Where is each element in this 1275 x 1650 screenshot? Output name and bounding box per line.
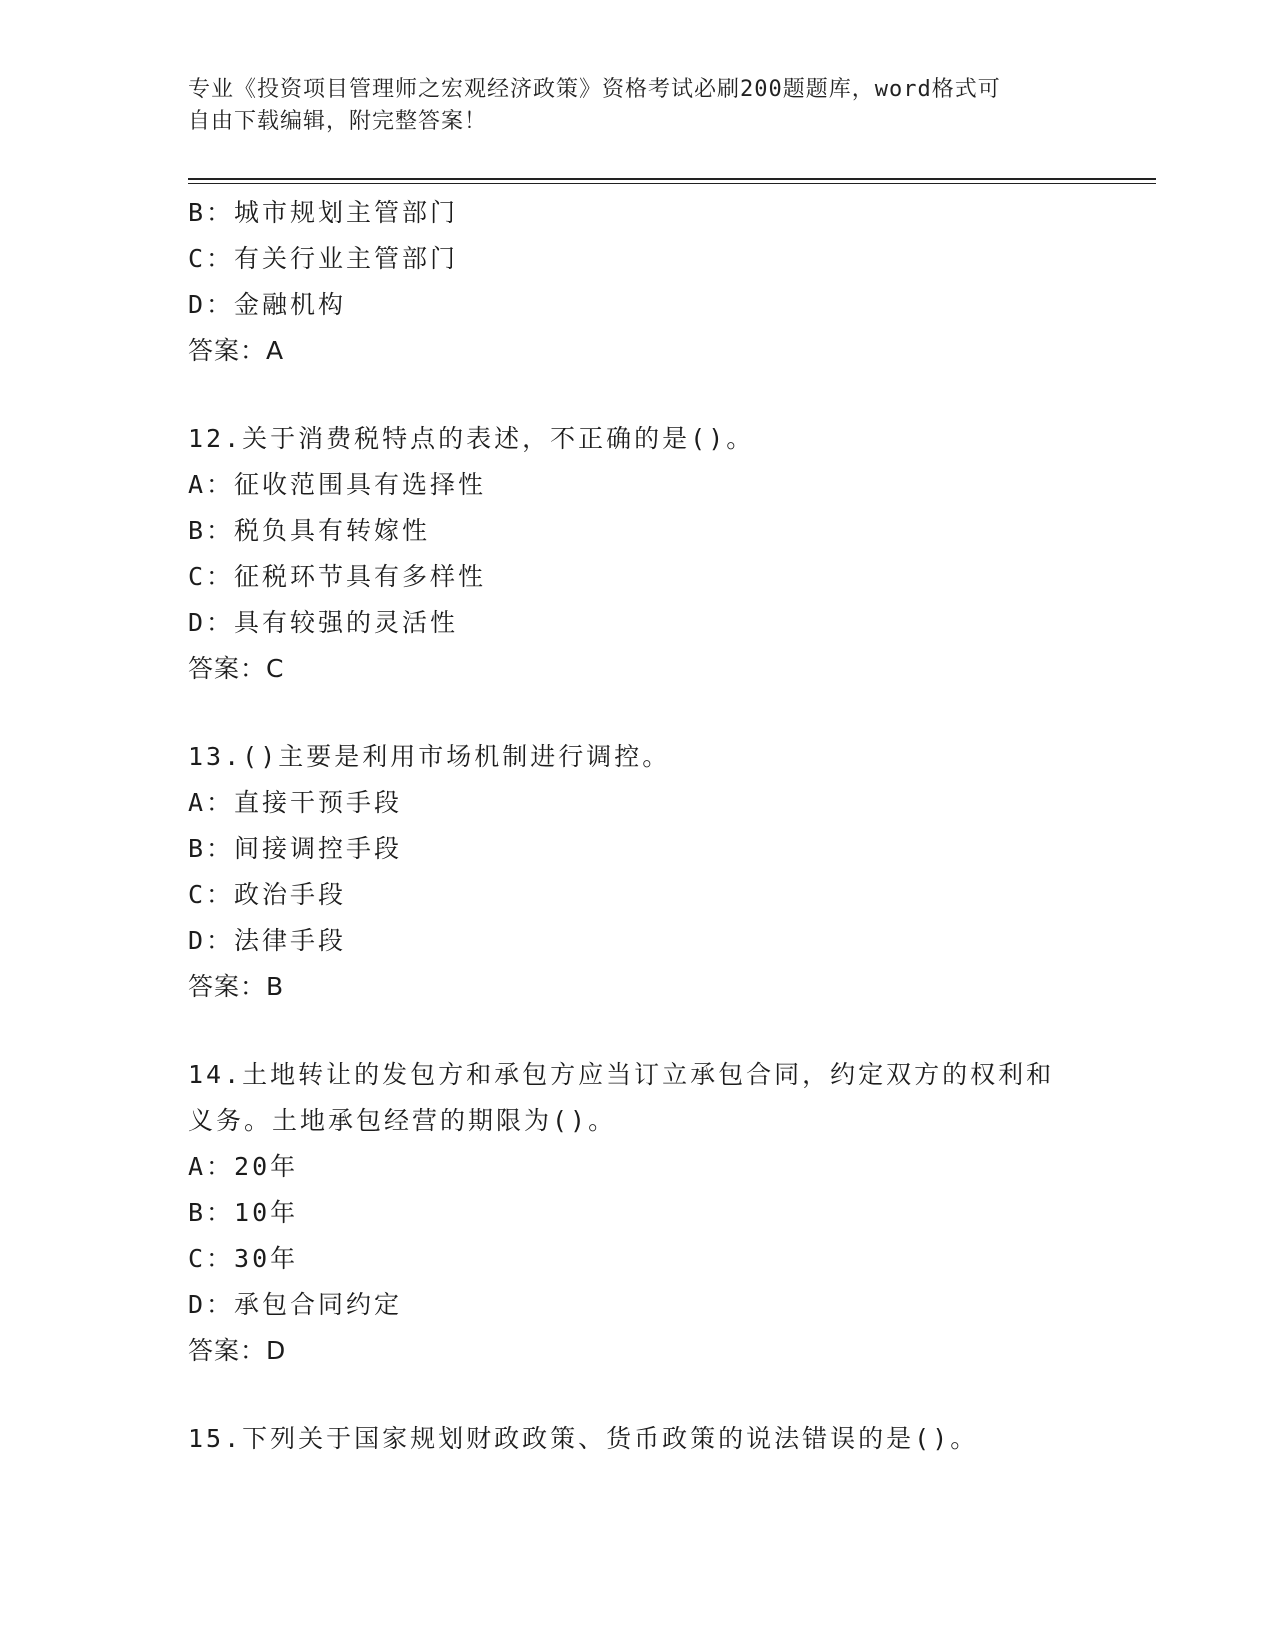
option-b: B：间接调控手段 bbox=[188, 834, 403, 863]
document-header bbox=[188, 74, 1088, 138]
option-c: C：征税环节具有多样性 bbox=[188, 562, 487, 591]
answer-line: 答案：A bbox=[188, 336, 285, 365]
header-line-1: 专业《投资项目管理师之宏观经济政策》资格考试必刷200题题库，word格式可 bbox=[188, 77, 1001, 102]
option-d: D：具有较强的灵活性 bbox=[188, 608, 459, 637]
option-b: B：税负具有转嫁性 bbox=[188, 516, 431, 545]
option-a: A：20年 bbox=[188, 1152, 299, 1181]
option-c: C：有关行业主管部门 bbox=[188, 244, 459, 273]
question-block-11-fragment bbox=[188, 190, 1088, 374]
option-a: A：征收范围具有选择性 bbox=[188, 470, 487, 499]
question-stem-line-2: 义务。土地承包经营的期限为()。 bbox=[188, 1106, 617, 1135]
spacer bbox=[188, 692, 1088, 734]
document-body bbox=[188, 190, 1088, 1462]
spacer bbox=[188, 1010, 1088, 1052]
question-block-15 bbox=[188, 1416, 1088, 1462]
option-c: C：政治手段 bbox=[188, 880, 347, 909]
question-stem: 15.下列关于国家规划财政政策、货币政策的说法错误的是()。 bbox=[188, 1424, 979, 1453]
question-stem: 12.关于消费税特点的表述，不正确的是()。 bbox=[188, 424, 755, 453]
option-b: B：城市规划主管部门 bbox=[188, 198, 459, 227]
question-stem: 13.()主要是利用市场机制进行调控。 bbox=[188, 742, 671, 771]
spacer bbox=[188, 374, 1088, 416]
header-divider-thin bbox=[188, 183, 1156, 184]
option-c: C：30年 bbox=[188, 1244, 299, 1273]
option-d: D：金融机构 bbox=[188, 290, 347, 319]
header-line-2: 自由下载编辑，附完整答案！ bbox=[188, 109, 488, 134]
option-d: D：法律手段 bbox=[188, 926, 347, 955]
answer-line: 答案：C bbox=[188, 654, 285, 683]
question-stem-line-1: 14.土地转让的发包方和承包方应当订立承包合同，约定双方的权利和 bbox=[188, 1060, 1055, 1089]
question-block-14 bbox=[188, 1052, 1088, 1374]
option-d: D：承包合同约定 bbox=[188, 1290, 403, 1319]
spacer bbox=[188, 1374, 1088, 1416]
answer-line: 答案：D bbox=[188, 1336, 287, 1365]
option-b: B：10年 bbox=[188, 1198, 299, 1227]
answer-line: 答案：B bbox=[188, 972, 285, 1001]
option-a: A：直接干预手段 bbox=[188, 788, 403, 817]
header-divider-thick bbox=[188, 178, 1156, 180]
question-block-12 bbox=[188, 416, 1088, 692]
question-block-13 bbox=[188, 734, 1088, 1010]
